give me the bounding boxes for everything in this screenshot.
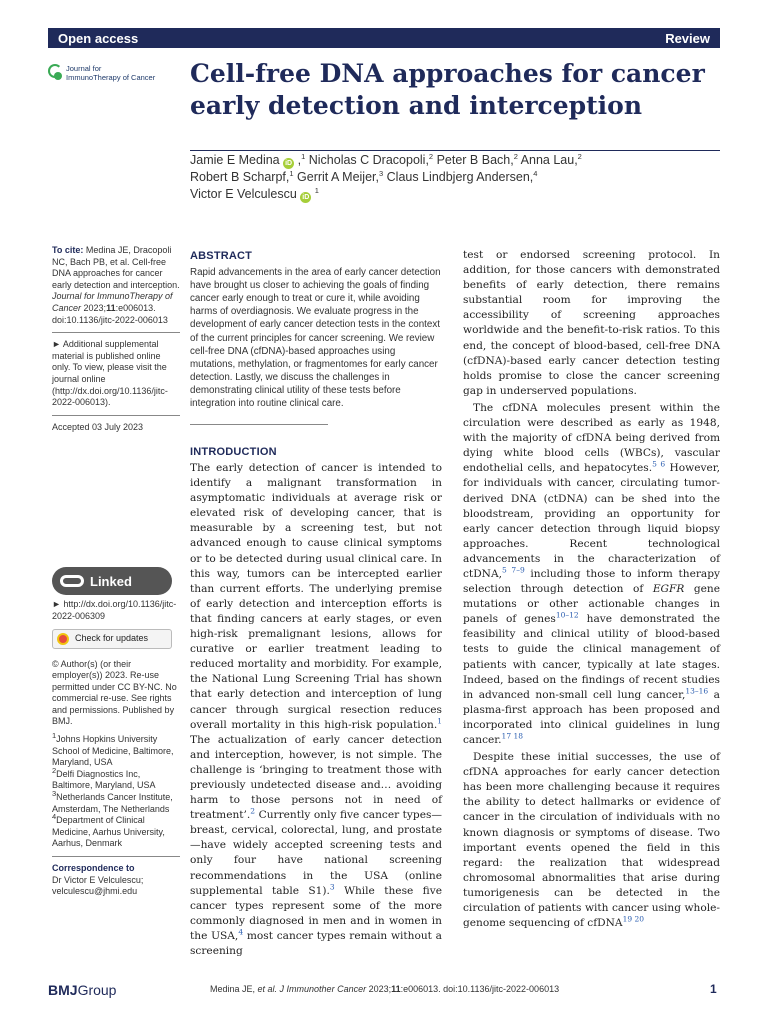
linked-label: Linked bbox=[90, 573, 132, 589]
title-divider bbox=[190, 150, 720, 151]
bmj-group-logo bbox=[48, 982, 116, 998]
logo-rest: Group bbox=[77, 982, 117, 998]
reference-link[interactable]: 17 18 bbox=[501, 731, 524, 741]
sidebar-divider bbox=[52, 332, 180, 333]
right-column bbox=[463, 248, 720, 933]
text-run: :e006013. doi:10.1136/jitc-2022-006013 bbox=[400, 984, 560, 994]
abstract-heading: ABSTRACT bbox=[190, 250, 253, 262]
open-access-label: Open access bbox=[58, 30, 139, 46]
author-name: Jamie E Medina bbox=[190, 153, 280, 167]
affiliation-number: 4 bbox=[52, 812, 57, 822]
abstract-text: Rapid advancements in the area of early cancer detection have brought us closer to achieving the goals of finding cancer early enough to treat or cure it, while avoiding harms of overdiagnosis. We evaluate progress in the development of early cancer detection tests in the context of the current principles for cancer screening. We review cell-free DNA (cfDNA)-based approaches using mutations, methylation, or fragmentomes for early cancer detection. Lastly, we discuss the challenges in demonstrating clinical utility of these tests before integration into routine clinical care. bbox=[190, 267, 441, 410]
author-name: Victor E Velculescu bbox=[190, 187, 297, 201]
text-run: et al. J Immunother Cancer bbox=[257, 984, 367, 994]
text-run: including those to inform therapy selection through detection of bbox=[463, 567, 720, 596]
cite-label: To cite: bbox=[52, 245, 84, 255]
journal-logo bbox=[48, 62, 178, 92]
reference-link[interactable]: 5 7–9 bbox=[501, 565, 525, 575]
affiliation-text: Delfi Diagnostics Inc, Baltimore, Maryland, USA bbox=[52, 768, 156, 791]
author-name: Robert B Scharpf, bbox=[190, 170, 290, 184]
reference-link[interactable]: 10–12 bbox=[555, 610, 579, 620]
correspondence-label: Correspondence to bbox=[52, 863, 135, 873]
sidebar-divider bbox=[52, 856, 180, 857]
paragraph bbox=[463, 401, 720, 748]
text-run: Medina JE, bbox=[210, 984, 258, 994]
supplemental-note[interactable]: ► Additional supplemental material is published online only. To view, please visit the journal online (http://dx.doi.org/10.1136/jitc-2022-006013). bbox=[52, 339, 168, 408]
text-run: Currently only five cancer types—breast, cervical, colorectal, lung, and prostate—have widely accepted screening tests and only four have national screening recommendations in the USA (online supplemental table S1). bbox=[190, 809, 442, 897]
introduction-heading: INTRODUCTION bbox=[190, 446, 277, 458]
abstract bbox=[190, 250, 442, 410]
cite-ref: 2023; bbox=[83, 302, 107, 313]
author-affiliation: 2 bbox=[513, 151, 518, 161]
author-affiliation: 3 bbox=[379, 168, 384, 178]
abstract-divider bbox=[190, 424, 328, 425]
correspondence-email[interactable]: velculescu@jhmi.edu bbox=[52, 886, 138, 897]
affiliation-number: 2 bbox=[52, 765, 57, 775]
page-number: 1 bbox=[710, 982, 717, 996]
text-run: The early detection of cancer is intended to identify a malignant transformation in asymptomatic individuals at average risk or elevated risk of developing cancer, that is measurable by a screening test, but not advanced enough to cause clinical symptoms or to be detected during usual clinical care. In this way, tumors can be intercepted earlier than current efforts. The underlying premise of early detection and interception efforts is that finding cancers at early stages, or even high-risk premalignant lesions, allows for curative or earlier treatment leading to reduced mortality and morbidity. For example, the National Lung Screening Trial has shown that early detection and interception of lung cancer through surgical resection reduces overall mortality in this high-risk population. bbox=[190, 462, 442, 731]
affiliation-number: 1 bbox=[52, 731, 57, 741]
affiliation-text: Johns Hopkins University School of Medicine, Baltimore, Maryland, USA bbox=[52, 734, 174, 768]
text-run: However, for individuals with cancer, circulating tumor-derived DNA (ctDNA) can be shed into the bloodstream, providing an opportunity for early cancer detection through liquid biopsy approaches. Recent technological advancements in the characterization of ctDNA, bbox=[463, 462, 721, 580]
text-run: a plasma-first approach has been proposed and incorporated into clinical guidelines in lung cancer. bbox=[463, 688, 720, 746]
journal-name-line1: Journal for bbox=[66, 64, 102, 73]
reference-link[interactable]: 2 bbox=[250, 806, 256, 816]
author-name: Anna Lau, bbox=[520, 153, 578, 167]
affiliation-text: Department of Clinical Medicine, Aarhus University, Aarhus, Denmark bbox=[52, 815, 165, 849]
text-run: The cfDNA molecules present within the circulation were described as early as 1948, with the majority of cfDNA being derived from dying white blood cells (WBCs), vascular endothelial cells, and hepatocytes. bbox=[463, 401, 720, 475]
reference-link[interactable]: 4 bbox=[238, 927, 244, 937]
logo-bold: BMJ bbox=[48, 982, 78, 998]
reference-link[interactable]: 5 6 bbox=[652, 459, 666, 469]
footer-citation bbox=[210, 984, 559, 994]
text-run: most cancer types remain without a screening bbox=[190, 929, 443, 957]
cite-text: Medina JE, Dracopoli NC, Bach PB, et al. Cell-free DNA approaches for cancer early detection and interception. bbox=[52, 245, 180, 290]
reference-link[interactable]: 3 bbox=[329, 882, 335, 892]
author-affiliation: 2 bbox=[577, 151, 582, 161]
author-affiliation: 1 bbox=[289, 168, 294, 178]
article-title: Cell-free DNA approaches for cancer early detection and interception bbox=[190, 59, 705, 120]
check-updates-icon bbox=[57, 633, 69, 645]
journal-name-line2: ImmunoTherapy of Cancer bbox=[66, 73, 156, 82]
author-affiliation: 4 bbox=[533, 168, 538, 178]
correspondence-name: Dr Victor E Velculescu; bbox=[52, 874, 144, 885]
cite-journal: Journal for ImmunoTherapy of Cancer bbox=[52, 291, 173, 313]
gene-name: EGFR bbox=[652, 583, 685, 596]
paragraph: test or endorsed screening protocol. In addition, for those cancers with demonstrated benefits of early detection, there remains substantial room for improving the accessibility of screening approaches worldwide and the benefit-to-risk ratios. To this end, the concept of blood-based, cell-free DNA (cfDNA)-based early cancer detection testing holds promise to close the cancer screening gap in underserved populations. bbox=[463, 249, 720, 397]
check-updates-button[interactable] bbox=[52, 629, 172, 649]
paragraph bbox=[463, 750, 720, 931]
text-run: 2023; bbox=[366, 984, 392, 994]
affiliation bbox=[52, 789, 180, 815]
reference-link[interactable]: 19 20 bbox=[622, 914, 645, 924]
author-affiliation: 2 bbox=[428, 151, 434, 161]
text-run: While these five cancer types represent some of the more commonly diagnosed in men and in women in the USA, bbox=[190, 884, 442, 942]
text-run: 11 bbox=[391, 984, 401, 994]
introduction-text bbox=[190, 461, 442, 959]
linked-chain-icon bbox=[60, 575, 84, 587]
cite-ref-rest: :e006013. doi:10.1136/jitc-2022-006013 bbox=[52, 302, 168, 325]
article-type-label: Review bbox=[665, 30, 710, 46]
text-run: The actualization of early cancer detection and interception, however, is not simple. The challenge is ‘bringing to treatment those with previously undetected disease and… avoiding harm to those persons not in need of treatment’. bbox=[190, 733, 442, 822]
check-updates-label: Check for updates bbox=[75, 632, 149, 643]
journal-leaf-dot bbox=[54, 72, 62, 80]
linked-badge[interactable] bbox=[52, 567, 172, 595]
copyright-note: © Author(s) (or their employer(s)) 2023. Re-use permitted under CC BY-NC. No commercial re-use. See rights and permissions. Published by BMJ. bbox=[52, 658, 177, 727]
author-list: Jamie E Medina iD ,$^1$ Nicholas C Dracopoli,$^2$ Peter B Bach,$^2$ Anna Lau,$^2$ Robert B Scharpf,$^1$ Gerrit A Meijer,$^3$ Claus Lindbjerg Andersen,$^4$ Victor E Velculescu iD $^1$ bbox=[190, 151, 582, 201]
cite-volume: 11 bbox=[106, 302, 116, 313]
reference-link[interactable]: 1 bbox=[437, 716, 442, 726]
author-affiliation: 1 bbox=[301, 151, 306, 161]
orcid-icon[interactable]: iD bbox=[302, 194, 310, 201]
sidebar-divider bbox=[52, 415, 180, 416]
author-name: Peter B Bach, bbox=[436, 153, 514, 167]
affiliation bbox=[52, 731, 180, 769]
affiliation-number: 3 bbox=[52, 789, 57, 799]
text-run: Despite these initial successes, the use of cfDNA approaches for early cancer detection has been more challenging because it requires the ability to detect hallmarks or evidence of cancer in the circulation of individuals with no known diagnosis or symptoms of disease. Two important events opened the field in this regard: the realization that widespread chromosomal abnormalities that arise during tumorigenesis can be detected in the circulation of patients with cancer using whole-genome sequencing of cfDNA bbox=[463, 751, 720, 930]
author-affiliation: 1 bbox=[314, 185, 319, 195]
reference-link[interactable]: 13–16 bbox=[685, 686, 709, 696]
text-run: gene mutations or other actionable changes in panels of genes bbox=[463, 583, 721, 626]
orcid-icon[interactable]: iD bbox=[285, 160, 293, 167]
citation-block bbox=[52, 245, 180, 326]
affiliation bbox=[52, 765, 180, 792]
affiliation bbox=[52, 812, 180, 850]
affiliation-text: Netherlands Cancer Institute, Amsterdam, The Netherlands bbox=[52, 792, 173, 814]
sidebar bbox=[52, 245, 180, 898]
author-name: Claus Lindbjerg Andersen, bbox=[386, 170, 534, 184]
top-bar bbox=[48, 28, 720, 48]
author-name: Nicholas C Dracopoli, bbox=[308, 153, 429, 167]
introduction bbox=[190, 446, 442, 959]
author-name: Gerrit A Meijer, bbox=[297, 170, 379, 184]
linked-article-link[interactable]: ► http://dx.doi.org/10.1136/jitc-2022-006309 bbox=[52, 599, 177, 621]
accepted-date: Accepted 03 July 2023 bbox=[52, 421, 144, 432]
text-run: have demonstrated the feasibility and clinical utility of blood-based tests to guide the clinical management of patients with cancer, typically at late stages. Indeed, based on the findings of recent studies in advanced non-small cell lung cancer, bbox=[463, 613, 720, 701]
